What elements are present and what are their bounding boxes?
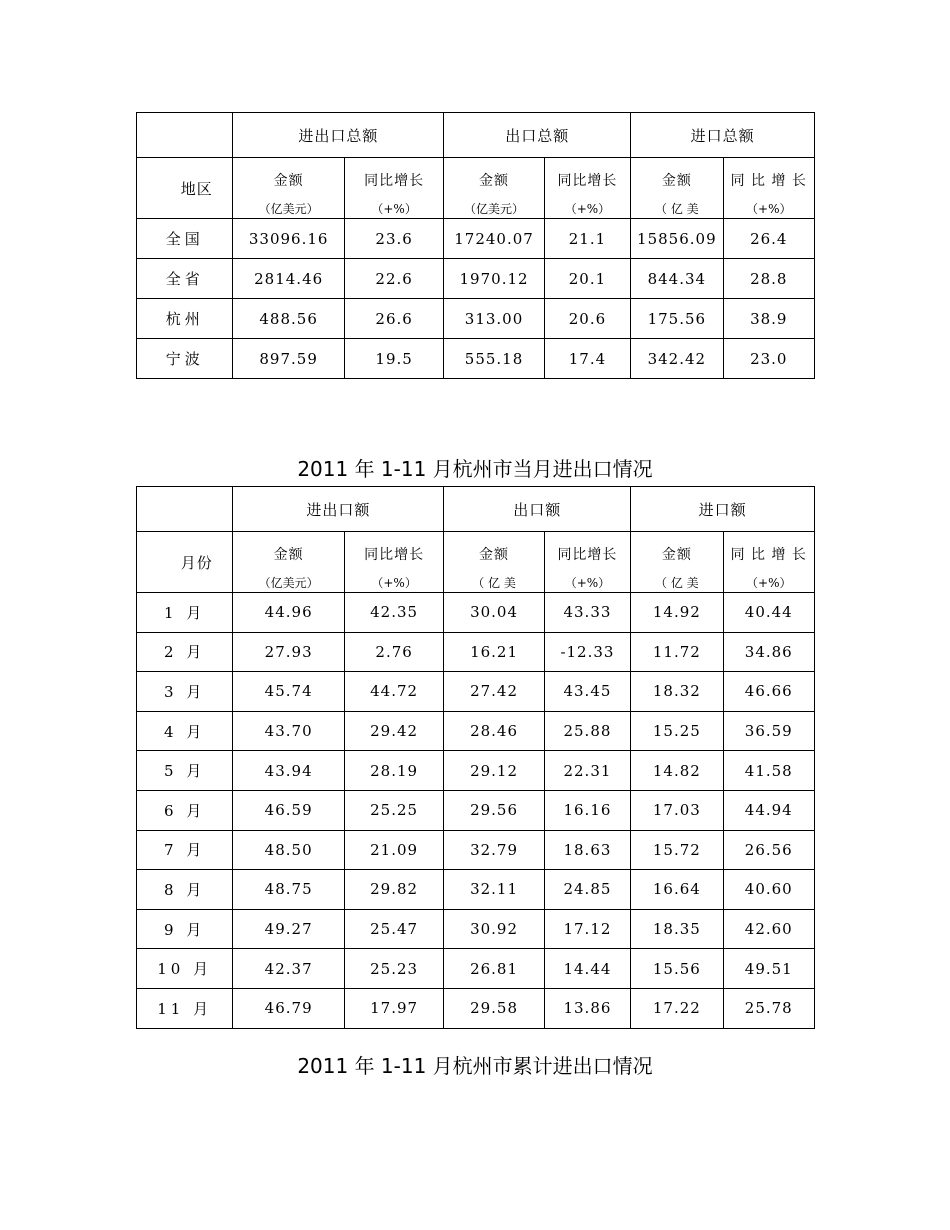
table-row [137, 339, 815, 379]
table-cell: 2.76 [344, 632, 443, 672]
table-cell: 43.33 [544, 593, 630, 633]
table-cell: 49.51 [723, 949, 814, 989]
table-cell: 28.46 [444, 711, 544, 751]
table-cell: 313.00 [444, 299, 544, 339]
region-table-body [137, 219, 815, 379]
table-cell: 46.59 [233, 790, 344, 830]
table-subheader-row [137, 532, 815, 593]
table-cell: 44.72 [344, 672, 443, 712]
table-cell: 22.31 [544, 751, 630, 791]
table-cell: 15.72 [631, 830, 723, 870]
table-cell: 42.37 [233, 949, 344, 989]
cumulative-table-title: 2011 年 1-11 月杭州市累计进出口情况 [297, 1054, 653, 1078]
table-cell: 29.58 [444, 988, 544, 1028]
table-cell: 24.85 [544, 870, 630, 910]
table-cell: 25.88 [544, 711, 630, 751]
table-cell: 25.47 [344, 909, 443, 949]
row-label: 9 月 [137, 909, 233, 949]
table-cell: 36.59 [723, 711, 814, 751]
table-cell: 43.94 [233, 751, 344, 791]
table-cell: 40.60 [723, 870, 814, 910]
table-cell: 29.42 [344, 711, 443, 751]
table-cell: 22.6 [344, 259, 443, 299]
table-cell: 26.6 [344, 299, 443, 339]
table-header-row [137, 487, 815, 532]
row-label: 全国 [137, 219, 233, 259]
table-cell: 32.11 [444, 870, 544, 910]
table-cell: 27.42 [444, 672, 544, 712]
monthly-trade-table [136, 486, 815, 1029]
table-cell: 49.27 [233, 909, 344, 949]
table-cell: 25.78 [723, 988, 814, 1028]
header-export: 出口额 [444, 487, 631, 532]
row-label: 11 月 [137, 988, 233, 1028]
table-cell: 20.1 [544, 259, 630, 299]
subheader-cell: 同 比 增 长 （+%） [723, 158, 814, 219]
subheader-cell: 金额 （ 亿 美 [631, 158, 723, 219]
header-total: 进出口总额 [233, 113, 444, 158]
table-cell: 26.56 [723, 830, 814, 870]
table-cell: 42.60 [723, 909, 814, 949]
table-cell: 29.12 [444, 751, 544, 791]
table-cell: 44.96 [233, 593, 344, 633]
table-cell: 1970.12 [444, 259, 544, 299]
table-cell: 16.21 [444, 632, 544, 672]
table-row [137, 870, 815, 910]
table-cell: 23.0 [723, 339, 814, 379]
table-cell: 17.03 [631, 790, 723, 830]
table-cell: 14.44 [544, 949, 630, 989]
table-cell: 175.56 [631, 299, 723, 339]
subheader-cell: 金额 （亿美元） [233, 158, 344, 219]
table-cell: 21.1 [544, 219, 630, 259]
table-cell: 17.4 [544, 339, 630, 379]
table-cell: 32.79 [444, 830, 544, 870]
row-label: 4 月 [137, 711, 233, 751]
row-label: 2 月 [137, 632, 233, 672]
table-cell: 28.19 [344, 751, 443, 791]
row-header-month: 月份 [137, 532, 233, 593]
table-cell: 34.86 [723, 632, 814, 672]
subheader-cell: 同 比 增 长 （+%） [723, 532, 814, 593]
corner-cell [137, 113, 233, 158]
table-cell: 17.12 [544, 909, 630, 949]
table-row [137, 593, 815, 633]
monthly-table-body [137, 593, 815, 1029]
table-header-row [137, 113, 815, 158]
table-cell: 17.22 [631, 988, 723, 1028]
table-cell: 15.56 [631, 949, 723, 989]
table-cell: 27.93 [233, 632, 344, 672]
table-cell: 18.35 [631, 909, 723, 949]
table-cell: 897.59 [233, 339, 344, 379]
table-cell: 29.56 [444, 790, 544, 830]
row-label: 杭州 [137, 299, 233, 339]
subheader-cell: 同比增长 （+%） [344, 532, 443, 593]
table-row [137, 632, 815, 672]
table-cell: 43.45 [544, 672, 630, 712]
table-row [137, 949, 815, 989]
table-cell: 48.75 [233, 870, 344, 910]
table-cell: 16.16 [544, 790, 630, 830]
row-label: 5 月 [137, 751, 233, 791]
table-row [137, 259, 815, 299]
corner-cell [137, 487, 233, 532]
table-cell: 844.34 [631, 259, 723, 299]
table-cell: 11.72 [631, 632, 723, 672]
table-cell: 2814.46 [233, 259, 344, 299]
table-cell: 26.4 [723, 219, 814, 259]
table-row [137, 672, 815, 712]
region-trade-table [136, 112, 815, 379]
subheader-cell: 同比增长 （+%） [344, 158, 443, 219]
table-cell: 26.81 [444, 949, 544, 989]
table-subheader-row [137, 158, 815, 219]
subheader-cell: 金额 （ 亿 美 [631, 532, 723, 593]
table-cell: 41.58 [723, 751, 814, 791]
header-import: 进口总额 [631, 113, 815, 158]
table-cell: 25.25 [344, 790, 443, 830]
subheader-cell: 同比增长 （+%） [544, 532, 630, 593]
table-cell: 20.6 [544, 299, 630, 339]
subheader-cell: 金额 （亿美元） [444, 158, 544, 219]
table-cell: 30.04 [444, 593, 544, 633]
subheader-cell: 同比增长 （+%） [544, 158, 630, 219]
table-cell: 46.66 [723, 672, 814, 712]
table-cell: 555.18 [444, 339, 544, 379]
table-cell: 18.32 [631, 672, 723, 712]
row-label: 8 月 [137, 870, 233, 910]
table-cell: 17240.07 [444, 219, 544, 259]
table-cell: 16.64 [631, 870, 723, 910]
header-import: 进口额 [631, 487, 815, 532]
table-row [137, 830, 815, 870]
row-label: 3 月 [137, 672, 233, 712]
row-label: 6 月 [137, 790, 233, 830]
table-cell: 46.79 [233, 988, 344, 1028]
table-cell: -12.33 [544, 632, 630, 672]
table-cell: 38.9 [723, 299, 814, 339]
table-cell: 25.23 [344, 949, 443, 989]
row-label: 1 月 [137, 593, 233, 633]
table-cell: 28.8 [723, 259, 814, 299]
header-total: 进出口额 [233, 487, 444, 532]
table-row [137, 711, 815, 751]
table-row [137, 988, 815, 1028]
table-row [137, 299, 815, 339]
table-cell: 33096.16 [233, 219, 344, 259]
table-cell: 19.5 [344, 339, 443, 379]
table-row [137, 790, 815, 830]
row-label: 全省 [137, 259, 233, 299]
table-cell: 17.97 [344, 988, 443, 1028]
table-cell: 15856.09 [631, 219, 723, 259]
subheader-cell: 金额 （亿美元） [233, 532, 344, 593]
table-cell: 23.6 [344, 219, 443, 259]
table-cell: 43.70 [233, 711, 344, 751]
table-cell: 14.82 [631, 751, 723, 791]
subheader-cell: 金额 （ 亿 美 [444, 532, 544, 593]
table-cell: 21.09 [344, 830, 443, 870]
row-header-region: 地区 [137, 158, 233, 219]
table-cell: 18.63 [544, 830, 630, 870]
table-cell: 13.86 [544, 988, 630, 1028]
table-cell: 45.74 [233, 672, 344, 712]
table-cell: 42.35 [344, 593, 443, 633]
table-cell: 29.82 [344, 870, 443, 910]
table-cell: 15.25 [631, 711, 723, 751]
table-cell: 342.42 [631, 339, 723, 379]
row-label: 7 月 [137, 830, 233, 870]
row-label: 宁波 [137, 339, 233, 379]
row-label: 10 月 [137, 949, 233, 989]
table-cell: 48.50 [233, 830, 344, 870]
table-cell: 488.56 [233, 299, 344, 339]
monthly-table-title: 2011 年 1-11 月杭州市当月进出口情况 [297, 457, 653, 481]
table-cell: 44.94 [723, 790, 814, 830]
table-cell: 14.92 [631, 593, 723, 633]
table-cell: 30.92 [444, 909, 544, 949]
table-cell: 40.44 [723, 593, 814, 633]
header-export: 出口总额 [444, 113, 631, 158]
table-row [137, 751, 815, 791]
table-row [137, 909, 815, 949]
table-row [137, 219, 815, 259]
